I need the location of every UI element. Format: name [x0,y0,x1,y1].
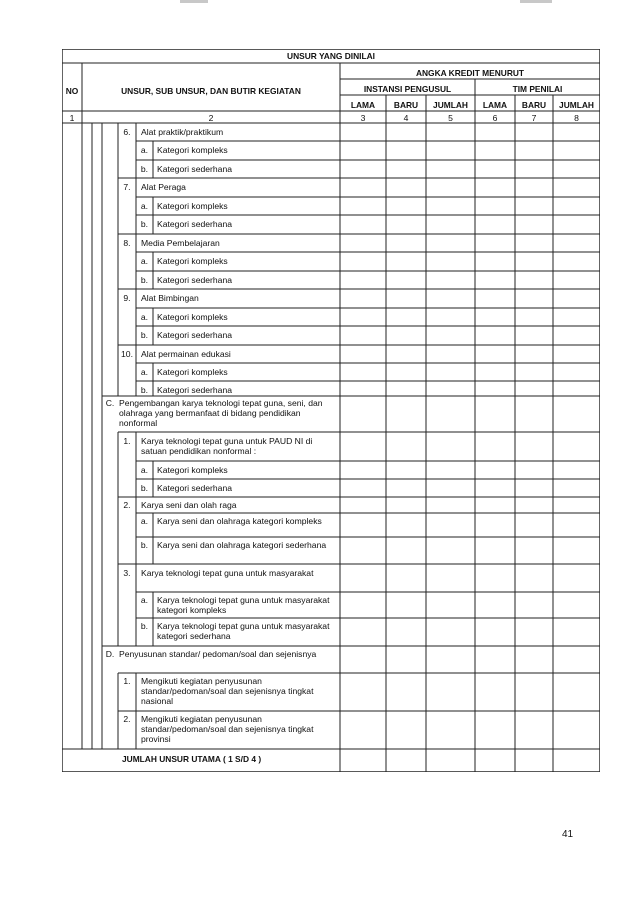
row-letter: a. [140,516,149,526]
row-label: Karya seni dan olah raga [141,500,237,510]
header-instansi-pengusul: INSTANSI PENGUSUL [363,84,452,94]
col-number-2: 2 [208,113,214,123]
row-label: Karya seni dan olahraga kategori sederhana [157,540,327,550]
section-label: Penyusunan standar/ pedoman/soal dan sejenisnya [119,649,317,659]
row-letter: b. [140,164,149,174]
row-label: Alat Bimbingan [141,293,199,303]
row-letter: a. [140,465,149,475]
col-baru-1: BARU [393,100,419,110]
row-number: 2. [123,500,131,510]
row-number: 9. [123,293,131,303]
section-letter: C. [105,398,115,408]
row-letter: b. [140,483,149,493]
col-number-1: 1 [69,113,75,123]
page-number: 41 [562,829,574,840]
row-letter: a. [140,367,149,377]
row-label: Karya teknologi tepat guna untuk masyarakat [141,568,314,578]
row-label: Kategori sederhana [157,385,233,395]
row-number: 10. [121,349,133,359]
row-number: 3. [123,568,131,578]
col-lama-2: LAMA [482,100,508,110]
col-number-7: 7 [531,113,537,123]
row-label: Alat permainan edukasi [141,349,231,359]
row-label: Alat praktik/praktikum [141,127,224,137]
row-letter: a. [140,256,149,266]
row-number: 8. [123,238,131,248]
row-label: Mengikuti kegiatan penyusunan standar/pedoman/soal dan sejenisnya tingkat nasional [141,676,314,706]
row-label: Karya teknologi tepat guna untuk masyarakat kategori kompleks [157,595,330,615]
header-no: NO [65,86,79,96]
row-label: Kategori kompleks [157,367,228,377]
row-letter: b. [140,330,149,340]
col-lama-1: LAMA [350,100,376,110]
row-number: 2. [123,714,131,724]
row-letter: b. [140,219,149,229]
row-label: Karya teknologi tepat guna untuk PAUD NI di satuan pendidikan nonformal : [141,436,313,456]
row-label: Kategori sederhana [157,483,233,493]
row-number: 6. [123,127,131,137]
row-letter: b. [140,621,149,631]
row-label: Karya seni dan olahraga kategori kompleks [157,516,322,526]
row-letter: b. [140,275,149,285]
row-number: 7. [123,182,131,192]
header-angka-kredit: ANGKA KREDIT MENURUT [415,68,525,78]
section-letter: D. [105,649,115,659]
row-number: 1. [123,676,131,686]
row-label: Kategori kompleks [157,465,228,475]
row-label: Kategori kompleks [157,256,228,266]
row-label: Mengikuti kegiatan penyusunan standar/pedoman/soal dan sejenisnya tingkat provinsi [141,714,314,744]
col-number-3: 3 [360,113,366,123]
col-number-4: 4 [403,113,409,123]
row-label: Kategori sederhana [157,275,233,285]
row-letter: b. [140,385,149,395]
row-label: Kategori sederhana [157,219,233,229]
row-letter: a. [140,145,149,155]
col-jumlah-1: JUMLAH [433,100,468,110]
header-tim-penilai: TIM PENILAI [512,84,563,94]
col-number-5: 5 [448,113,453,123]
row-letter: a. [140,595,149,605]
col-number-8: 8 [574,113,579,123]
assessment-form-table [62,49,600,772]
row-label: Karya teknologi tepat guna untuk masyarakat kategori sederhana [157,621,330,641]
row-label: Kategori sederhana [157,330,233,340]
header-kegiatan: UNSUR, SUB UNSUR, DAN BUTIR KEGIATAN [121,86,301,96]
row-letter: a. [140,312,149,322]
row-letter: a. [140,201,149,211]
row-label: Kategori kompleks [157,312,228,322]
header-title: UNSUR YANG DINILAI [287,51,375,61]
section-label: Pengembangan karya teknologi tepat guna, seni, dan olahraga yang bermanfaat di bidang pendidikan nonformal [119,398,323,428]
row-number: 1. [123,436,131,446]
row-label: Kategori kompleks [157,145,228,155]
row-label: Media Pembelajaran [141,238,220,248]
total-row-label: JUMLAH UNSUR UTAMA ( 1 S/D 4 ) [122,754,262,764]
row-label: Kategori sederhana [157,164,233,174]
col-baru-2: BARU [521,100,547,110]
row-letter: b. [140,540,149,550]
col-jumlah-2: JUMLAH [559,100,594,110]
row-label: Kategori kompleks [157,201,228,211]
col-number-6: 6 [492,113,498,123]
row-label: Alat Peraga [141,182,186,192]
